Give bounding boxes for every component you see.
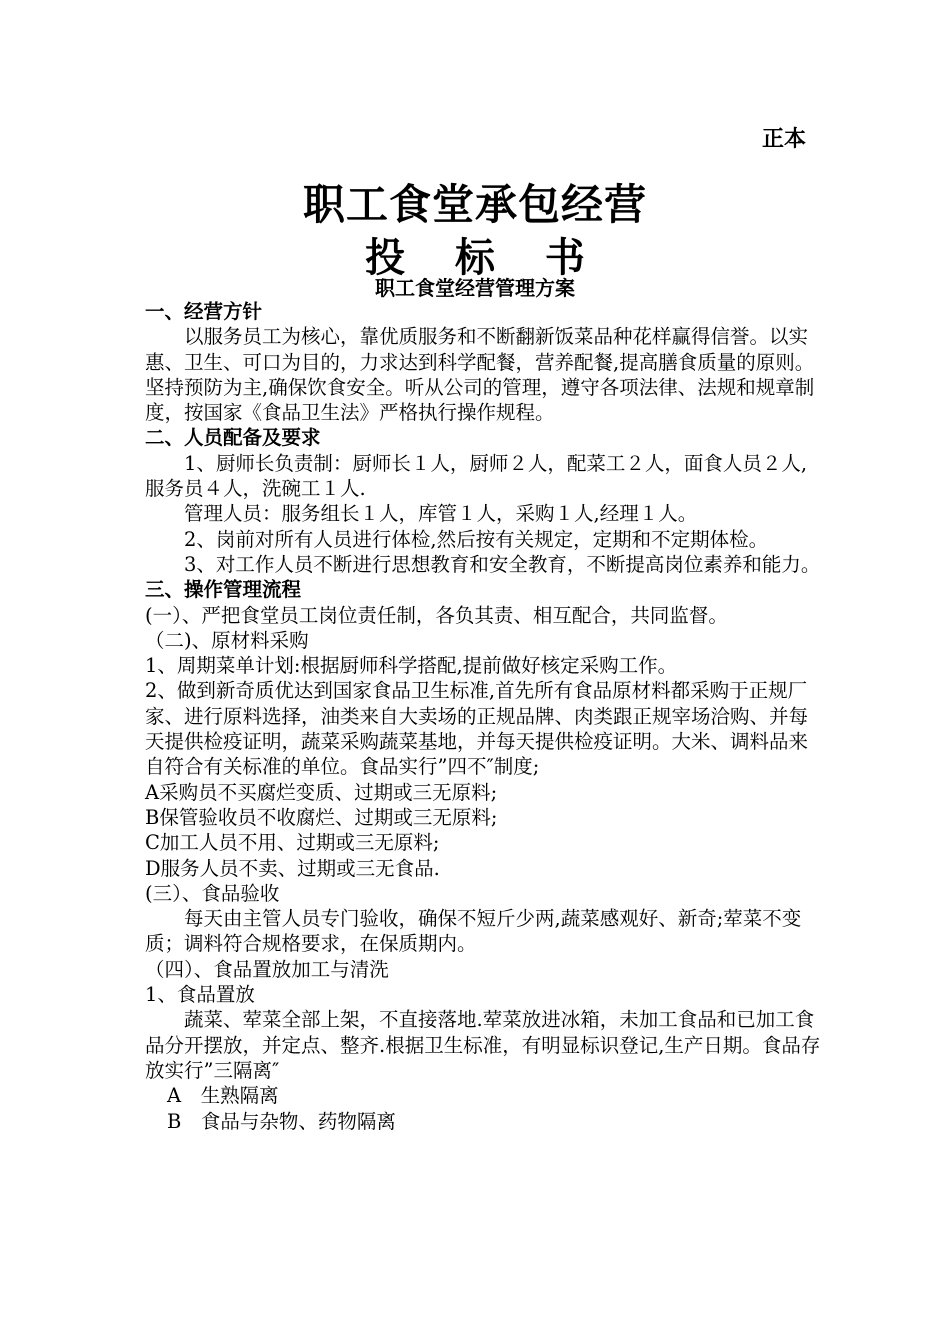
document-title-line2: 投 标 书 xyxy=(365,235,603,281)
section-heading: 三、操作管理流程 xyxy=(145,578,302,602)
list-item: D服务人员不卖、过期或三无食品. xyxy=(145,856,440,880)
subsection-heading: （四）、食品置放加工与清洗 xyxy=(145,957,389,981)
paragraph: 每天由主管人员专门验收，确保不短斤少两,蔬菜感观好、新奇;荤菜不变质；调料符合规格要求，在保质期内。 xyxy=(145,907,802,956)
copy-label: 正本 xyxy=(761,127,806,152)
paragraph: 2、岗前对所有人员进行体检,然后按有关规定，定期和不定期体检。 xyxy=(184,527,769,551)
document-body xyxy=(145,299,825,1134)
document-title: 职工食堂承包经营 xyxy=(302,180,647,229)
list-item: C加工人员不用、过期或三无原料; xyxy=(145,831,440,855)
list-item: B 食品与杂物、药物隔离 xyxy=(167,1109,396,1133)
paragraph: 3、对工作人员不断进行思想教育和安全教育，不断提高岗位素养和能力。 xyxy=(184,552,821,576)
paragraph: 以服务员工为核心，靠优质服务和不断翻新饭菜品种花样赢得信誉。以实惠、卫生、可口为目的，力求达到科学配餐，营养配餐,提高膳食质量的原则。坚持预防为主,确保饮食安全。听从公司的管理，遵守各项法律、法规和规章制度，按国家《食品卫生法》严格执行操作规程。 xyxy=(145,325,815,425)
paragraph: 蔬菜、荤菜全部上架，不直接落地.荤菜放进冰箱，未加工食品和已加工食品分开摆放，并定点、整齐.根据卫生标准，有明显标识登记,生产日期。食品存放实行”三隔离″ xyxy=(145,1008,821,1082)
paragraph: 2、做到新奇质优达到国家食品卫生标准,首先所有食品原材料都采购于正规厂家、进行原料选择，油类来自大卖场的正规品牌、肉类跟正规宰场洽购、并每天提供检疫证明，蔬菜采购蔬菜基地，并每天提供检疫证明。大米、调料品来自符合有关标准的单位。食品实行”四不″制度; xyxy=(145,679,809,779)
section-heading: 一、经营方针 xyxy=(145,300,263,323)
paragraph: 1、周期菜单计划:根据厨师科学搭配,提前做好核定采购工作。 xyxy=(145,654,678,678)
list-item: A采购员不买腐烂变质、过期或三无原料; xyxy=(145,780,498,804)
paragraph: (一）、严把食堂员工岗位责任制，各负其责、相互配合，共同监督。 xyxy=(145,603,728,627)
paragraph: 管理人员：服务组长１人，库管１人，采购１人,经理１人。 xyxy=(184,502,698,526)
subsection-heading: (三）、食品验收 xyxy=(145,881,280,905)
document-subtitle: 职工食堂经营管理方案 xyxy=(375,276,575,300)
paragraph: 1、厨师长负责制：厨师长１人，厨师２人，配菜工２人，面食人员２人,服务员４人，洗碗工１人. xyxy=(145,451,808,501)
paragraph: 1、食品置放 xyxy=(145,983,255,1007)
list-item: B保管验收员不收腐烂、过期或三无原料; xyxy=(145,805,498,829)
section-heading: 二、人员配备及要求 xyxy=(145,426,321,450)
list-item: A 生熟隔离 xyxy=(167,1084,279,1108)
subsection-heading: （二)、原材料采购 xyxy=(145,628,309,652)
